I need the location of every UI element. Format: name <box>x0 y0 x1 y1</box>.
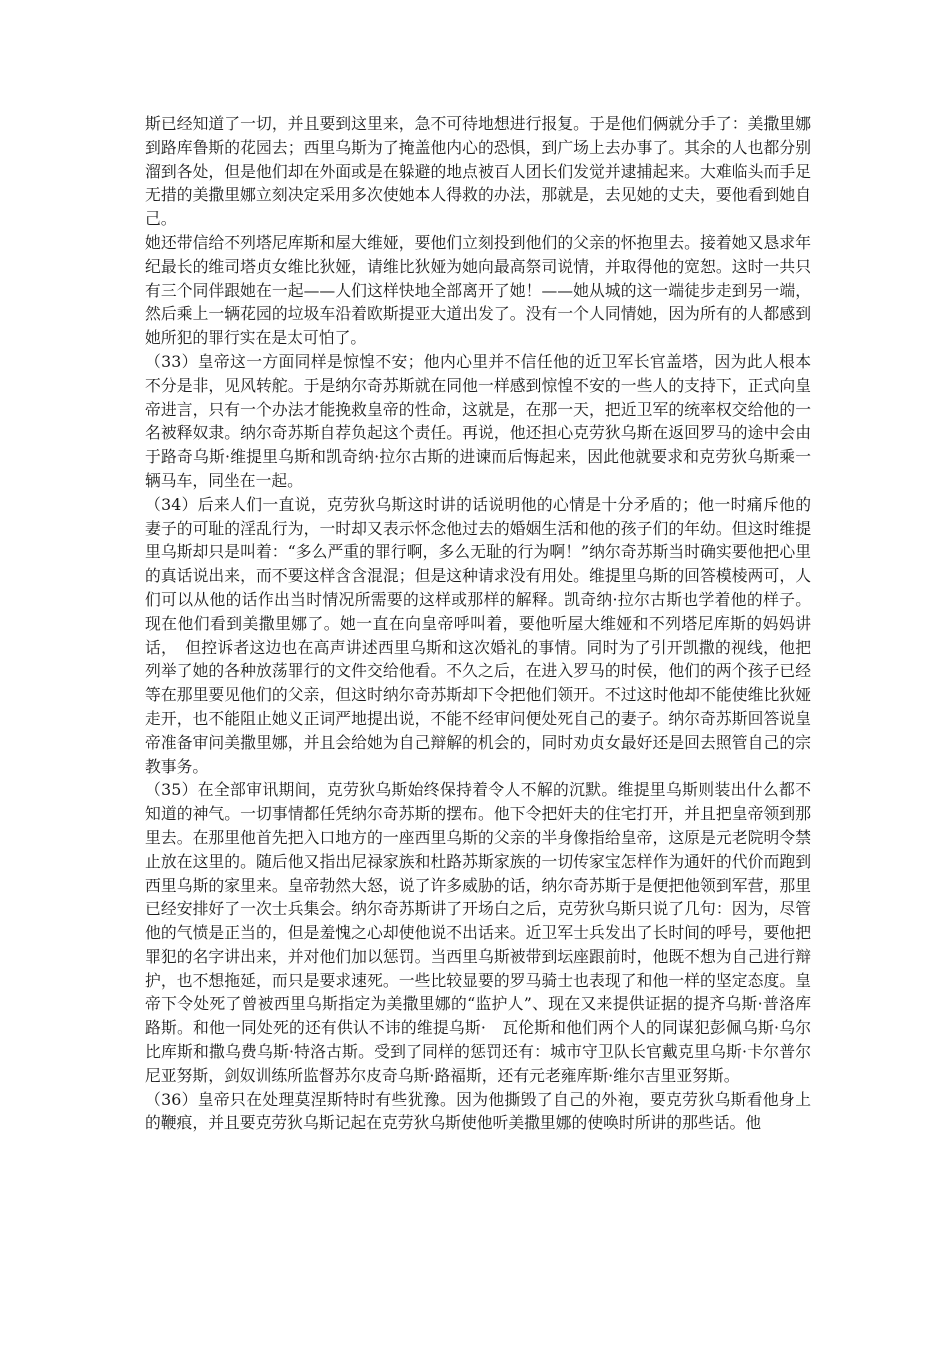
paragraph-33: （33）皇帝这一方面同样是惊惶不安；他内心里并不信任他的近卫军长官盖塔，因为此人根本不分是非，见风转舵。于是纳尔奇苏斯就在同他一样感到惊惶不安的一些人的支持下，正式向皇帝进言，只有一个办法才能挽救皇帝的性命，这就是，在那一天，把近卫军的统率权交给他的一名被释奴隶。纳尔奇苏斯自荐负起这个责任。再说，他还担心克劳狄乌斯在返回罗马的途中会由于路奇乌斯·维提里乌斯和凯奇纳·拉尔古斯的进谏而后悔起来，因此他就要求和克劳狄乌斯乘一辆马车，同坐在一起。 <box>145 351 811 490</box>
document-page <box>145 112 811 1135</box>
paragraph-1: 斯已经知道了一切，并且要到这里来，急不可待地想进行报复。于是他们俩就分手了：美撒里娜到路库鲁斯的花园去；西里乌斯为了掩盖他内心的恐惧，到广场上去办事了。其余的人也都分别溜到各处，但是他们却在外面或是在躲避的地点被百人团长们发觉并逮捕起来。大难临头而手足无措的美撒里娜立刻决定采用多次使她本人得救的办法，那就是，去见她的丈夫，要他看到她自己。 <box>145 114 811 229</box>
paragraph-35: （35）在全部审讯期间，克劳狄乌斯始终保持着令人不解的沉默。维提里乌斯则装出什么都不知道的神气。一切事情都任凭纳尔奇苏斯的摆布。他下令把奸夫的住宅打开，并且把皇帝领到那里去。在那里他首先把入口地方的一座西里乌斯的父亲的半身像指给皇帝，这原是元老院明令禁止放在这里的。随后他又指出尼禄家族和杜路苏斯家族的一切传家宝怎样作为通奸的代价而跑到西里乌斯的家里来。皇帝勃然大怒，说了许多威胁的话，纳尔奇苏斯于是便把他领到军营，那里已经安排好了一次士兵集会。纳尔奇苏斯讲了开场白之后，克劳狄乌斯只说了几句：因为，尽管他的气愤是正当的，但是羞愧之心却使他说不出话来。近卫军士兵发出了长时间的呼号，要他把罪犯的名字讲出来，并对他们加以惩罚。当西里乌斯被带到坛座跟前时，他既不想为自己进行辩护，也不想拖延，而只是要求速死。一些比较显要的罗马骑士也表现了和他一样的坚定态度。皇帝下令处死了曾被西里乌斯指定为美撒里娜的“监护人”、现在又来提供证据的提齐乌斯·普洛库路斯。和他一同处死的还有供认不讳的维提乌斯· 瓦伦斯和他们两个人的同谋犯彭佩乌斯·乌尔比库斯和撒乌费乌斯·特洛古斯。受到了同样的惩罚还有：城市守卫队长官戴克里乌斯·卡尔普尔尼亚努斯，剑奴训练所监督苏尔皮奇乌斯·路福斯，还有元老雍库斯·维尔吉里亚努斯。 <box>145 780 811 1085</box>
paragraph-34: （34）后来人们一直说，克劳狄乌斯这时讲的话说明他的心情是十分矛盾的；他一时痛斥他的妻子的可耻的淫乱行为，一时却又表示怀念他过去的婚姻生活和他的孩子们的年幼。但这时维提里乌斯却只是叫着：“多么严重的罪行啊，多么无耻的行为啊！”纳尔奇苏斯当时确实要他把心里的真话说出来，而不要这样含含混混；但是这种请求没有用处。维提里乌斯的回答模棱两可，人们可以从他的话作出当时情况所需要的这样或那样的解释。凯奇纳·拉尔古斯也学着他的样子。现在他们看到美撒里娜了。她一直在向皇帝呼叫着，要他听屋大维娅和不列塔尼库斯的妈妈讲话， 但控诉者这边也在高声讲述西里乌斯和这次婚礼的事情。同时为了引开凯撒的视线，他把列举了她的各种放荡罪行的文件交给他看。不久之后，在进入罗马的时侯，他们的两个孩子已经等在那里要见他们的父亲，但这时纳尔奇苏斯却下令把他们领开。不过这时他却不能使维比狄娅走开，也不能阻止她义正词严地提出说，不能不经审问便处死自己的妻子。纳尔奇苏斯回答说皇帝准备审问美撒里娜，并且会给她为自己辩解的机会的，同时劝贞女最好还是回去照管自己的宗教事务。 <box>145 494 811 776</box>
paragraph-36: （36）皇帝只在处理莫涅斯特时有些犹豫。因为他撕毁了自己的外袍，要克劳狄乌斯看他身上的鞭痕，并且要克劳狄乌斯记起在克劳狄乌斯使他听美撒里娜的使唤时所讲的那些话。他 <box>145 1089 811 1133</box>
paragraph-2: 她还带信给不列塔尼库斯和屋大维娅，要他们立刻投到他们的父亲的怀抱里去。接着她又恳求年纪最长的维司塔贞女维比狄娅，请维比狄娅为她向最高祭司说情，并取得他的宽恕。这时一共只有三个同伴跟她在一起——人们这样快地全部离开了她！——她从城的这一端徒步走到另一端，然后乘上一辆花园的垃圾车沿着欧斯提亚大道出发了。没有一个人同情她，因为所有的人都感到她所犯的罪行实在是太可怕了。 <box>145 232 811 348</box>
